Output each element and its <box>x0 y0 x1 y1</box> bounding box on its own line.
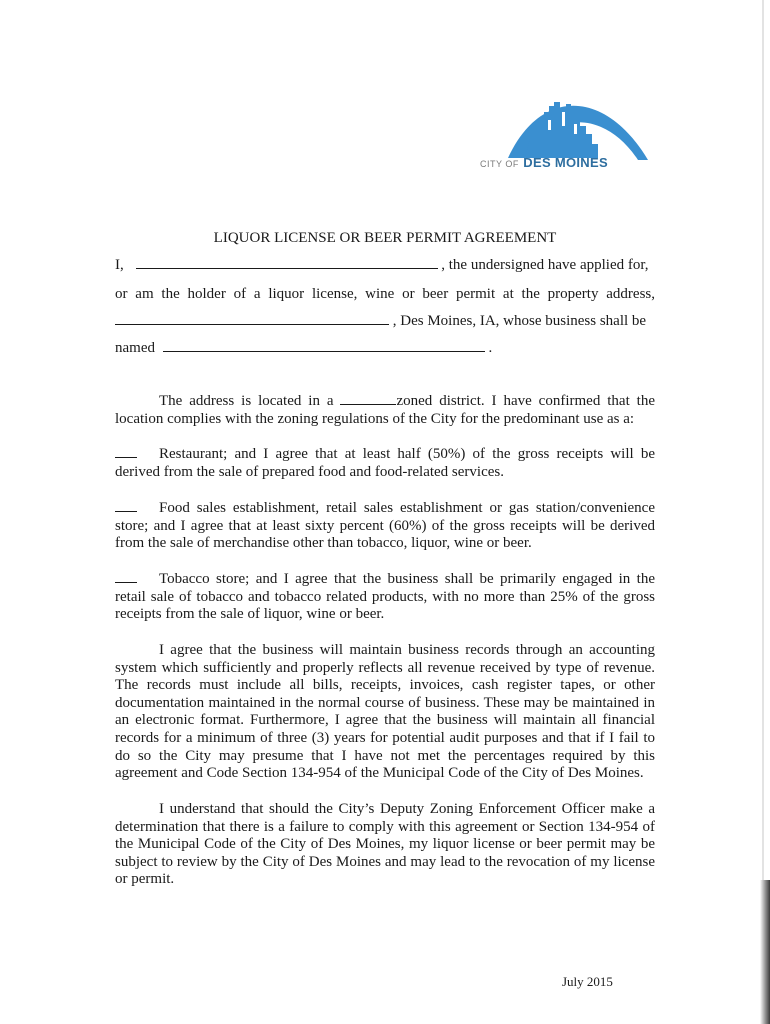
option-tobacco-text: Tobacco store; and I agree that the business shall be primarily engaged in the retail sale of tobacco and tobacco related products, with no more than 25% of the gross receipts from the sale of liquor, wine or beer. <box>115 571 655 623</box>
records-paragraph <box>115 642 655 783</box>
zoning-text-before: The address is located in a <box>159 393 334 409</box>
logo-big-text: DES MOINES <box>523 155 608 170</box>
intro-line-1-start: I, <box>115 257 124 273</box>
intro-line-3-end: , Des Moines, IA, whose business shall be <box>392 313 647 329</box>
applicant-name-blank[interactable] <box>136 255 438 269</box>
zoning-district-blank[interactable] <box>340 391 396 405</box>
option-tobacco <box>115 570 655 624</box>
page-edge-line <box>762 0 764 1024</box>
enforcement-paragraph <box>115 801 655 889</box>
intro-line-4-start: named <box>115 340 155 356</box>
logo-small-text: CITY OF <box>480 159 519 169</box>
intro-line-2: or am the holder of a liquor license, wine or beer permit at the property address, <box>115 286 655 302</box>
intro-line-1 <box>115 255 649 274</box>
option-restaurant-checkbox-blank[interactable] <box>115 445 137 458</box>
document-title: LIQUOR LICENSE OR BEER PERMIT AGREEMENT <box>213 230 557 246</box>
intro-line-3 <box>115 311 646 330</box>
zoning-paragraph <box>115 391 655 428</box>
zoning-text-after: zoned district. I have confirmed that the location complies with the zoning regulations of the City for the predominant use as a: <box>115 393 655 427</box>
option-food-sales <box>115 499 655 553</box>
city-logo-wordmark <box>480 155 608 171</box>
option-food-sales-text: Food sales establishment, retail sales establishment or gas station/convenience store; and I agree that at least sixty percent (60%) of the gross receipts will be derived from the sale of merchandise other than tobacco, liquor, wine or beer. <box>115 500 655 552</box>
footer-date: July 2015 <box>562 974 613 989</box>
intro-line-4-end: . <box>488 340 493 356</box>
records-paragraph-text: I agree that the business will maintain business records through an accounting system which sufficiently and properly reflects all revenue received by type of revenue. The records must include all bills, receipts, invoices, cash register tapes, or other documentation maintained in the normal course of business. These may be maintained in an electronic format. Furthermore, I agree that the business will maintain all financial records for a minimum of three (3) years for potential audit purposes and that if I fail to do so the City may presume that I have not met the percentages required by this agreement and Code Section 134-954 of the Municipal Code of the City of Des Moines. <box>115 642 655 782</box>
option-food-sales-checkbox-blank[interactable] <box>115 499 137 512</box>
page-edge-shadow <box>760 880 770 1024</box>
business-name-blank[interactable] <box>163 338 485 352</box>
option-restaurant-text: Restaurant; and I agree that at least half (50%) of the gross receipts will be derived from the sale of prepared food and food-related services. <box>115 446 655 480</box>
option-restaurant <box>115 445 655 481</box>
property-address-blank[interactable] <box>115 311 389 325</box>
intro-line-4 <box>115 338 492 357</box>
enforcement-paragraph-text: I understand that should the City’s Deputy Zoning Enforcement Officer make a determination that there is a failure to comply with this agreement or Section 134-954 of the Municipal Code of the City of Des Moines, my liquor license or beer permit may be subject to review by the City of Des Moines and may lead to the revocation of my license or permit. <box>115 801 655 888</box>
option-tobacco-checkbox-blank[interactable] <box>115 570 137 583</box>
intro-line-1-end: , the undersigned have applied for, <box>441 257 649 273</box>
